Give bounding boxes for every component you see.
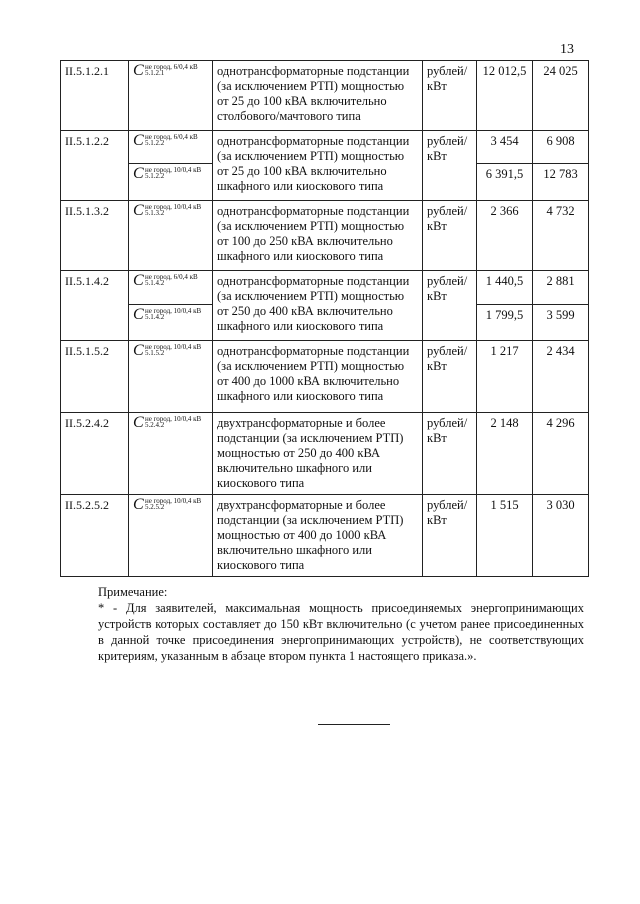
row-unit: рублей/ кВт	[423, 413, 477, 495]
row-unit: рублей/ кВт	[423, 201, 477, 271]
rate-value: 2 434	[533, 341, 589, 413]
rate-value: 2 366	[477, 201, 533, 271]
rate-value: 1 799,5	[477, 305, 533, 341]
row-description: однотрансформаторные подстанции (за исключением РТП) мощностью от 25 до 100 кВА включительно шкафного или киоскового типа	[213, 131, 423, 201]
row-code: II.5.2.5.2	[61, 495, 129, 577]
row-description: однотрансформаторные подстанции (за исключением РТП) мощностью от 250 до 400 кВА включительно шкафного или киоскового типа	[213, 271, 423, 341]
page-number: 13	[560, 42, 574, 57]
signature-line	[318, 724, 390, 725]
row-code: II.5.1.4.2	[61, 271, 129, 341]
table-row	[61, 341, 589, 413]
row-unit: рублей/ кВт	[423, 341, 477, 413]
row-unit: рублей/ кВт	[423, 61, 477, 131]
note-text: * - Для заявителей, максимальная мощность присоединяемых энергопринимающих устройств которых составляет до 150 кВт включительно (с учетом ранее присоединенных в данной точке присоединения энергопринимающих устройств), не соответствующих критериям, указанным в абзаце втором пункта 1 настоящего приказа.».	[98, 601, 584, 663]
rate-value: 1 217	[477, 341, 533, 413]
row-unit: рублей/ кВт	[423, 131, 477, 201]
note	[98, 584, 584, 664]
rate-value: 6 391,5	[477, 164, 533, 201]
rate-symbol: C не город, 10/0,4 кВ 5.1.3.2	[129, 201, 213, 271]
row-code: II.5.1.2.1	[61, 61, 129, 131]
table-row	[61, 131, 589, 164]
rate-value: 3 030	[533, 495, 589, 577]
rate-value: 4 296	[533, 413, 589, 495]
rate-value: 12 012,5	[477, 61, 533, 131]
rate-value: 1 515	[477, 495, 533, 577]
row-description: двухтрансформаторные и более подстанции (за исключением РТП) мощностью от 400 до 1000 кВА включительно шкафного или киоскового типа	[213, 495, 423, 577]
rate-value: 2 881	[533, 271, 589, 305]
rate-value: 2 148	[477, 413, 533, 495]
row-code: II.5.1.5.2	[61, 341, 129, 413]
row-code: II.5.1.2.2	[61, 131, 129, 201]
table-row	[61, 495, 589, 577]
row-code: II.5.1.3.2	[61, 201, 129, 271]
rate-value: 1 440,5	[477, 271, 533, 305]
rate-symbol: C не город, 6/0,4 кВ 5.1.2.1	[129, 61, 213, 131]
rate-value: 3 599	[533, 305, 589, 341]
rate-symbol: C не город, 10/0,4 кВ 5.1.5.2	[129, 341, 213, 413]
table-row	[61, 201, 589, 271]
row-unit: рублей/ кВт	[423, 271, 477, 341]
table-row	[61, 413, 589, 495]
note-title: Примечание:	[98, 585, 168, 599]
row-description: однотрансформаторные подстанции (за исключением РТП) мощностью от 100 до 250 кВА включительно шкафного или киоскового типа	[213, 201, 423, 271]
rate-value: 6 908	[533, 131, 589, 164]
rate-value: 12 783	[533, 164, 589, 201]
rate-symbol: C не город, 6/0,4 кВ 5.1.4.2	[129, 271, 213, 305]
row-description: однотрансформаторные подстанции (за исключением РТП) мощностью от 25 до 100 кВА включительно столбового/мачтового типа	[213, 61, 423, 131]
rate-symbol: C не город, 10/0,4 кВ 5.1.4.2	[129, 305, 213, 341]
row-code: II.5.2.4.2	[61, 413, 129, 495]
row-unit: рублей/ кВт	[423, 495, 477, 577]
row-description: двухтрансформаторные и более подстанции (за исключением РТП) мощностью от 250 до 400 кВА включительно шкафного или киоскового типа	[213, 413, 423, 495]
table-row	[61, 271, 589, 305]
row-description: однотрансформаторные подстанции (за исключением РТП) мощностью от 400 до 1000 кВА включительно шкафного или киоскового типа	[213, 341, 423, 413]
rate-symbol: C не город, 10/0,4 кВ 5.1.2.2	[129, 164, 213, 201]
rate-value: 4 732	[533, 201, 589, 271]
rate-symbol: C не город, 6/0,4 кВ 5.1.2.2	[129, 131, 213, 164]
rate-symbol: C не город, 10/0,4 кВ 5.2.4.2	[129, 413, 213, 495]
table-row	[61, 61, 589, 131]
rate-value: 24 025	[533, 61, 589, 131]
tariff-table	[60, 60, 589, 577]
rate-symbol: C не город, 10/0,4 кВ 5.2.5.2	[129, 495, 213, 577]
rate-value: 3 454	[477, 131, 533, 164]
